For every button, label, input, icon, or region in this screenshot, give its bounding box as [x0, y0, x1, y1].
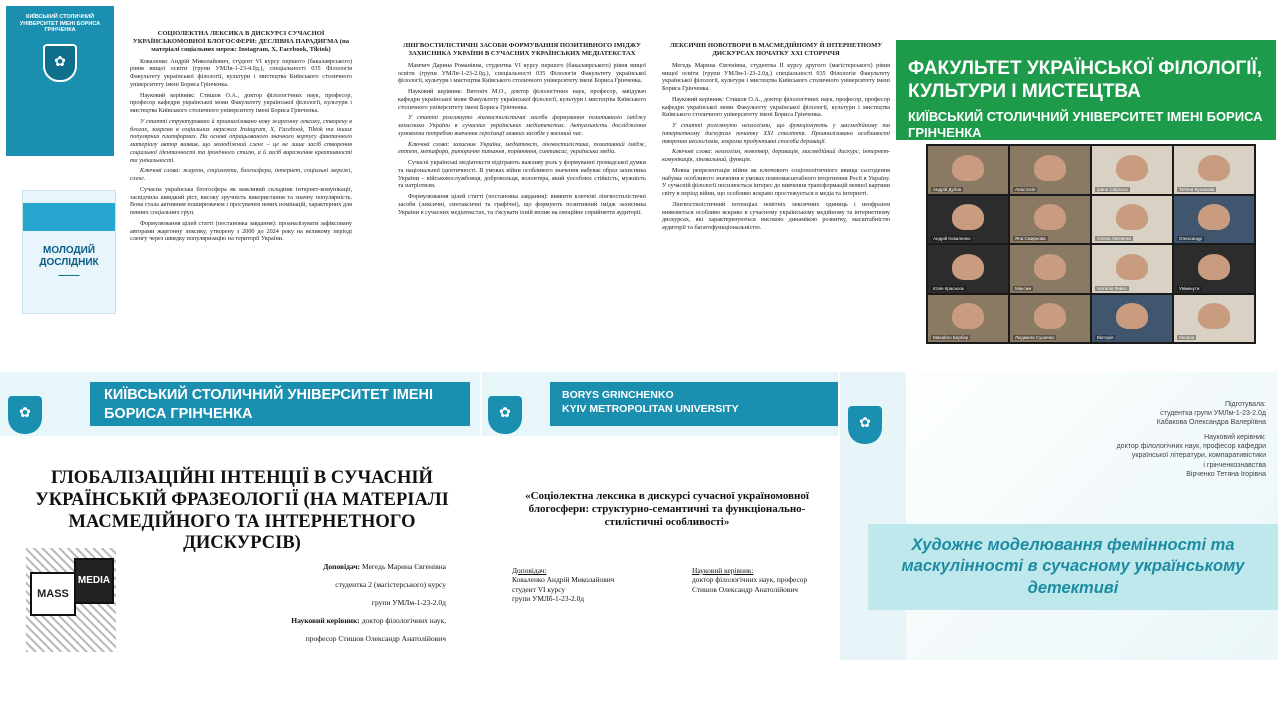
university-badge — [6, 6, 114, 156]
participant-tile[interactable] — [1092, 196, 1172, 244]
participant-tile[interactable] — [928, 196, 1008, 244]
slide-2-speaker-block — [512, 566, 614, 603]
participant-tile[interactable] — [928, 245, 1008, 293]
supervisor-degree: доктор філологічних наук, — [361, 616, 446, 625]
participant-name: Олександр — [1179, 236, 1202, 241]
participant-avatar — [952, 155, 984, 181]
abstract-2-text — [398, 42, 646, 219]
participant-name: Вікторія — [1097, 335, 1114, 340]
abstract-3-keywords: Ключові слова: неологізм, новотвір, деривація, масмедійний дискурс, інтернет-комунікація, лінгвальний, функція. — [662, 148, 890, 164]
participant-tile[interactable] — [1092, 146, 1172, 194]
participant-avatar — [952, 254, 984, 280]
participant-name: Увімкнути — [1179, 285, 1200, 291]
participant-name: Ірина Свірська — [1097, 186, 1128, 192]
participant-name: Олена Левченко — [1097, 236, 1132, 241]
slide-1-group: групи УМЛм-1-23-2.0д — [371, 598, 446, 607]
participant-avatar — [952, 204, 984, 230]
abstract-3-supervisor: Науковий керівник: Стишов О.А., доктор філологічних наук, професор, професор кафедри української мови Факультету української філології, культури і мистецтва Київського столичного університету імені Бориса Грінченка. — [662, 95, 890, 119]
slide-3-title: Художнє моделювання фемінності та маскулінності в сучасному українському детективі — [868, 524, 1278, 610]
university-crest-icon — [848, 406, 882, 444]
slide-3-info — [1036, 400, 1266, 479]
abstract-page-2 — [392, 36, 652, 344]
slide-2-speaker-course: студент VI курсу — [512, 584, 566, 594]
university-crest-icon — [43, 44, 77, 82]
participant-avatar — [1034, 254, 1066, 280]
slide-2-speaker-label: Доповідач: — [512, 566, 547, 575]
slide-3-prepared-label: Підготувала: — [1224, 401, 1266, 408]
abstract-3-body-1: Мовна репрезентація війни як ключового соціополітичного явища сьогодення набуває особливого значення в умовах повномасштабного вторгнення Росії в Україну. У сучасній філології посилюється інтерес до вивчення трансформацій мовної картини світу в період війни, що особливо яскраво простежується в медіа та інтернеті. — [662, 166, 890, 198]
abstract-1-body-1: Сучасна українська блогосфера як важливий складник інтернет-комунікації, засвідчила швидкий ріст, високу зручність використання та значну популярність. Вона стала активним поширювачем і просувачем нових номінацій, характерних для певних соціальних груп. — [130, 185, 352, 217]
faculty-name: ФАКУЛЬТЕТ УКРАЇНСЬКОЇ ФІЛОЛОГІЇ, КУЛЬТУРИ І МИСТЕЦТВА — [908, 58, 1263, 102]
participant-avatar — [1198, 155, 1230, 181]
abstract-page-1 — [6, 6, 356, 352]
participant-name: Михайло Бербер — [933, 335, 969, 340]
abstract-2-supervisor: Науковий керівник: Вятоніч М.О., доктор філологічних наук, професор, завідувач кафедри української мови Факультету української філології, культури і мистецтва Київського столичного університету імені Бориса Грінченка. — [398, 88, 646, 111]
abstract-2-body-1: Сучасні українські медіатексти відіграють важливу роль у формуванні громадської думки та національної ідентичності. В умовах війни особливого значення набуває образ захисника України – військовослужбовця, добровольця, волонтера, який уособлює стійкість, мужність та патріотизм. — [398, 159, 646, 190]
slide-2-university-line-2: KYIV METROPOLITAN UNIVERSITY — [562, 403, 739, 416]
abstract-2-authors: Мамчич Дарина Романівна, студентка VI курсу першого (бакалаврського) рівня вищої освіти (групи УМЛв-1-23-2.0д.), спеціальності 035 Філологія Факультету української філології, культури і мистецтва Київського столичного університету імені Бориса Грінченка. — [398, 61, 646, 85]
supervisor-label: Науковий керівник: — [291, 616, 360, 625]
abstract-1-keywords: Ключові слова: жаргон, соціолекти, блогосфера, інтернет, соціальні мережі, сленг. — [130, 167, 352, 183]
university-crest-icon — [488, 396, 522, 434]
participant-name: Андрій Дубов — [933, 186, 962, 192]
participant-tile[interactable] — [1010, 295, 1090, 343]
participant-tile[interactable] — [928, 146, 1008, 194]
cover-subtitle: ▬▬▬▬▬▬ — [58, 273, 80, 277]
abstract-1-supervisor: Науковий керівник: Стишов О.А., доктор філологічних наук, професор, професор кафедри української мови Факультету української філології, культури і мистецтва Київського столичного університету імені Бориса Грінченка. — [130, 91, 352, 115]
slide-2-supervisor-name: Стишов Олександр Анатолійович — [692, 584, 799, 594]
journal-cover — [22, 190, 116, 314]
slide-3-supervisor-name: Вірченко Тетяна Ігорівна — [1186, 470, 1266, 478]
participant-tile[interactable] — [1174, 196, 1254, 244]
cover-band — [23, 203, 115, 231]
university-crest-icon — [8, 396, 42, 434]
abstract-1-title: СОЦІОЛЕКТНА ЛЕКСИКА В ДИСКУРСІ СУЧАСНОЇ УКРАЇНСЬКОМОВНОЇ БЛОГОСФЕРИ: ДЕСЛІВНА ПАРАДИГМА (на матеріалі соціальних мереж: Instagram, X, Facebook, Tiktok) — [132, 30, 350, 53]
participant-avatar — [1116, 303, 1148, 329]
slide-1-supervisor — [116, 616, 446, 625]
slide-1-speaker — [116, 562, 446, 571]
participant-tile[interactable] — [1174, 295, 1254, 343]
slide-2-speaker-name: Коваленко Андрій Миколайович — [512, 575, 615, 585]
abstract-3-body-2: Лінгвостилістичний потенціал новітніх лексичних одиниць і неофразем виявляється особливо яскраво в сучасному українському медійному та інтернетному дискурсах, які характеризуються високою динамікою розвитку, масштабністю аудиторії та багатофункціональністю. — [662, 200, 890, 232]
mass-media-illustration — [26, 548, 116, 652]
slide-3-prepared-group: студентка групи УМЛм-1-23-2.0д — [1160, 410, 1266, 418]
slide-1-course: студентка 2 (магістерського) курсу — [335, 580, 446, 589]
participant-name: Анастасія — [1015, 186, 1036, 192]
abstract-3-authors: Мегедь Марина Євгенівна, студентка II курсу другого (магістерського) рівня вищої освіти (групи УМЛм-1-23-2.0д.) спеціальності 035 Філологія Факультету української філології, культури і мистецтва Київського столичного університету імені Бориса Грінченка. — [662, 61, 890, 93]
participant-tile[interactable] — [1174, 245, 1254, 293]
faculty-university: КИЇВСЬКИЙ СТОЛИЧНИЙ УНІВЕРСИТЕТ ІМЕНІ БОРИСА ГРІНЧЕНКА — [908, 108, 1263, 140]
abstract-1-body-2: Формулювання цілей статті (постановка завдання): проаналізувати зафіксовану авторами жаргонну лексику, утворену з 2000 до 2024 року на великому періоді сленгу через швидку популяризацію на території України. — [130, 219, 352, 243]
participant-tile[interactable] — [1092, 295, 1172, 343]
participant-avatar — [1198, 303, 1230, 329]
slide-2-supervisor-degree: доктор філологічних наук, професор — [692, 575, 808, 585]
participant-tile[interactable] — [1174, 146, 1254, 194]
abstract-3-summary: У статті розглянуто неологізми, що функціонують у масмедійному та інтернетному дискурсах початку ХХІ століття. Проаналізовано особливості творення неологізмів, зокрема продуктивні способи деривації. — [662, 122, 890, 145]
presentation-slide-3 — [840, 372, 1278, 660]
participant-tile[interactable] — [928, 295, 1008, 343]
media-word: MEDIA — [74, 558, 114, 604]
participant-name: Наталія Левко — [1097, 285, 1127, 291]
participant-tile[interactable] — [1010, 196, 1090, 244]
participant-name: Оксана — [1179, 335, 1195, 340]
abstract-1-summary: У статті структуровано й проаналізовано нову жаргонну лексику, створену в блогах, зокрема в соціальних мережах Instagram, X, Facebook, Tiktok та інших популярних платформах. На основі опрацьованого значного корпусу фактичного матеріалу автор виявив, що молодіжний сленг – це не лише засіб створення соціальної ідентичності та іронічного стилю, а й засіб вираження креативності та унікальності. — [130, 117, 352, 164]
presentation-slide-1 — [0, 372, 480, 660]
abstract-1-authors: Коваленко Андрій Миколайович, студент VI курсу першого (бакалаврського) рівня вищої освіти (групи УМЛв-1-23-4.0д.), спеціальності 035 Філологія Факультету української філології, культури і мистецтва Київського столичного університету імені Бориса Грінченка. — [130, 57, 352, 88]
abstract-2-keywords: Ключові слова: захисник України, медіатекст, лінгвостилістика, позитивний імідж, епітет, метафора, риторичне питання, порівняння, синтаксис, українська медіа. — [398, 140, 646, 156]
participant-avatar — [952, 303, 984, 329]
slide-3-supervisor-line-1: доктор філологічних наук, професор кафедри — [1116, 443, 1266, 451]
participant-avatar — [1116, 204, 1148, 230]
participant-name: Андрій Коваленко — [933, 236, 971, 241]
speaker-label: Доповідач: — [323, 562, 361, 571]
participant-avatar — [1116, 155, 1148, 181]
slide-2-speaker-group: групи УМЛб-1-23-2.0д — [512, 593, 585, 603]
abstract-2-body-2: Формулювання цілей статті (постановка завдання): виявити ключові лінгвостилістичні засоби (лексичні, синтаксичні та графічні), що формують позитивний імідж захисника України в сучасних медіатекстах, та з'ясувати їхній вплив на емоційне сприйняття аудиторії. — [398, 193, 646, 216]
slide-3-supervisor-label: Науковий керівник: — [1204, 434, 1266, 442]
participant-name: Яна Смирнова — [1015, 236, 1046, 241]
video-conference-grid — [926, 144, 1256, 344]
participant-tile[interactable] — [1092, 245, 1172, 293]
abstract-3-title: ЛЕКСИЧНІ НОВОТВОРИ В МАСМЕДІЙНОМУ Й ІНТЕРНЕТНОМУ ДИСКУРСАХ ПОЧАТКУ ХХІ СТОРІЧЧЯ — [669, 42, 883, 57]
participant-avatar — [1198, 254, 1230, 280]
slide-2-university — [550, 382, 838, 426]
abstract-page-3 — [656, 36, 896, 344]
participant-tile[interactable] — [1010, 245, 1090, 293]
slide-3-supervisor-line-3: і грінченкознавства — [1203, 461, 1266, 469]
mass-word: MASS — [30, 572, 76, 616]
cover-title: МОЛОДИЙ ДОСЛІДНИК — [39, 245, 99, 268]
participant-avatar — [1034, 303, 1066, 329]
presentation-slide-2 — [482, 372, 838, 660]
participant-avatar — [1034, 204, 1066, 230]
slide-2-supervisor-label: Науковий керівник: — [692, 566, 754, 575]
participant-avatar — [1198, 204, 1230, 230]
faculty-banner — [896, 40, 1276, 140]
participant-name: Людмила Сушенко — [1015, 335, 1055, 340]
participant-name: Максим — [1015, 285, 1032, 291]
participant-tile[interactable] — [1010, 146, 1090, 194]
abstract-3-text — [662, 42, 890, 235]
slide-1-supervisor-name: професор Стишов Олександр Анатолійович — [305, 634, 446, 643]
slide-3-prepared-name: Кабакова Олександра Валеріївна — [1156, 419, 1266, 427]
slide-2-title: «Соціолектна лексика в дискурсі сучасної україномовної блогосфери: структурно-семантичні та функціонально-стилістичні особливості» — [525, 490, 809, 528]
participant-avatar — [1116, 254, 1148, 280]
university-badge-text: КИЇВСЬКИЙ СТОЛИЧНИЙ УНІВЕРСИТЕТ ІМЕНІ БОРИСА ГРІНЧЕНКА — [19, 14, 101, 34]
participant-name: Тетяна Кузьмова — [1179, 186, 1215, 192]
participant-avatar — [1034, 155, 1066, 181]
participant-name: Юлія Красноок — [933, 285, 964, 291]
slide-1-university: КИЇВСЬКИЙ СТОЛИЧНИЙ УНІВЕРСИТЕТ ІМЕНІ БОРИСА ГРІНЧЕНКА — [90, 382, 470, 426]
slide-2-supervisor-block — [692, 566, 807, 594]
speaker-name: Мегедь Марина Євгенівна — [362, 562, 446, 571]
slide-1-title: ГЛОБАЛІЗАЦІЙНІ ІНТЕНЦІЇ В СУЧАСНІЙ УКРАЇНСЬКІЙ ФРАЗЕОЛОГІЇ (НА МАТЕРІАЛІ МАСМЕДІЙНОГО ТА ІНТЕРНЕТНОГО ДИСКУРСІВ) — [35, 468, 449, 554]
abstract-2-summary: У статті розглянуто лінгвостилістичні засоби формування позитивного іміджу захисника України в сучасних українських медіатекстах. Актуальність дослідження зумовлена потребою вивчення героїзації мовних засобів у воєнний час. — [398, 114, 646, 137]
slide-2-university-line-1: BORYS GRINCHENKO — [562, 389, 674, 401]
abstract-1-text — [130, 30, 352, 246]
slide-3-supervisor-line-2: української літератури, компаративістики — [1131, 452, 1266, 460]
abstract-2-title: ЛІНГВОСТИЛІСТИЧНІ ЗАСОБИ ФОРМУВАННЯ ПОЗИТИВНОГО ІМІДЖУ ЗАХИСНИКА УКРАЇНИ В СУЧАСНИХ УКРАЇНСЬКИХ МЕДІАТЕКСТАХ — [403, 42, 641, 57]
